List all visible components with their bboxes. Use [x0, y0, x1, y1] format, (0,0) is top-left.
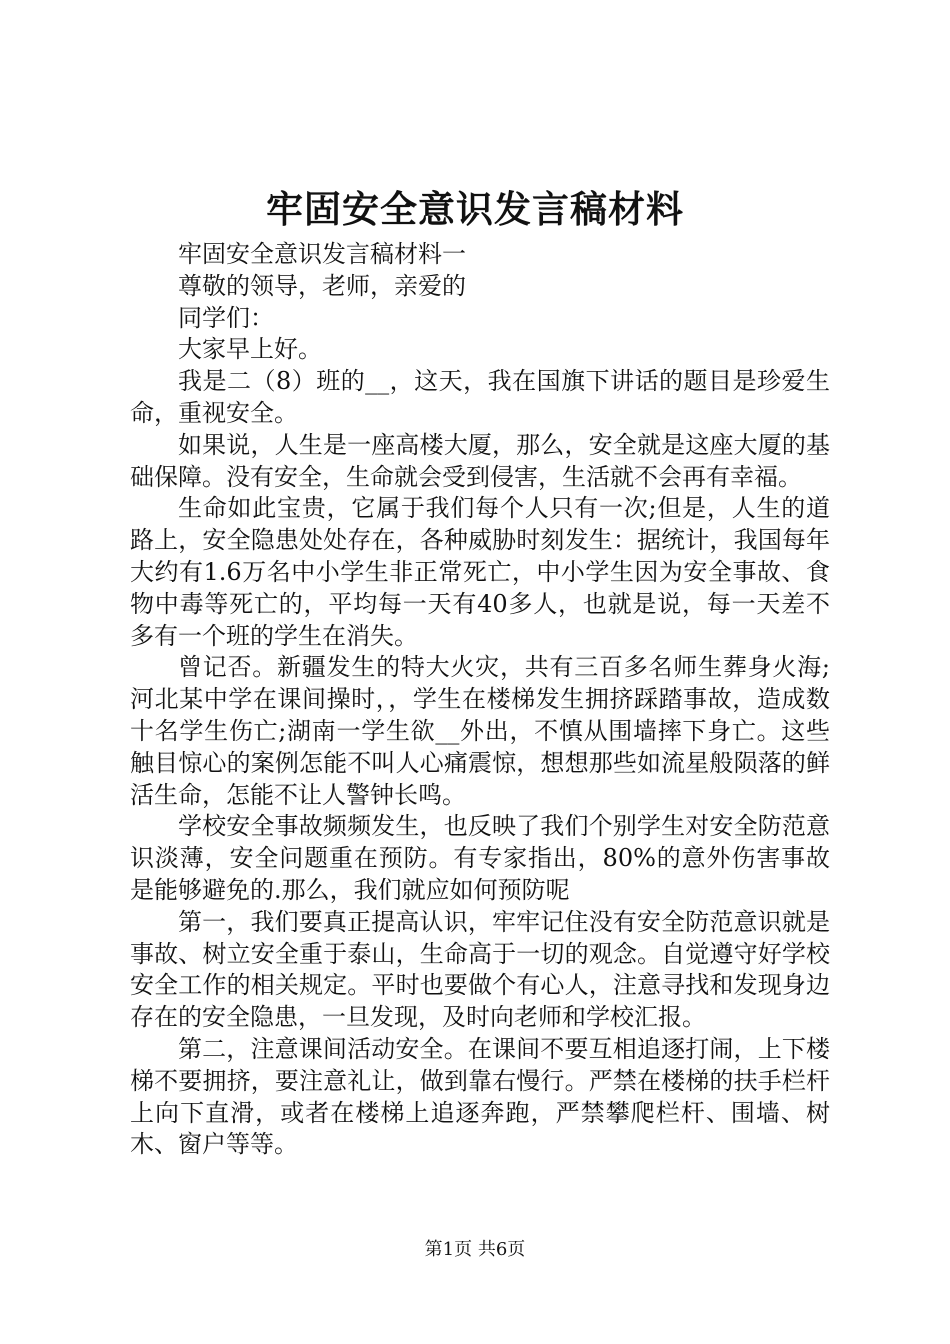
paragraph: 同学们：: [178, 303, 274, 332]
paragraph: 学校安全事故频频发生，也反映了我们个别学生对安全防范意识淡薄，安全问题重在预防。有专家指出，80%的意外伤害事故是能够避免的.那么，我们就应如何预防呢: [130, 812, 830, 904]
paragraph: 第二，注意课间活动安全。在课间不要互相追逐打闹，上下楼梯不要拥挤，要注意礼让，做到靠右慢行。严禁在楼梯的扶手栏杆上向下直滑，或者在楼梯上追逐奔跑，严禁攀爬栏杆、围墙、树木、窗户等等。: [130, 1034, 830, 1159]
paragraph: 第一，我们要真正提高认识，牢牢记住没有安全防范意识就是事故、树立安全重于泰山，生命高于一切的观念。自觉遵守好学校安全工作的相关规定。平时也要做个有心人，注意寻找和发现身边存在的安全隐患，一旦发现，及时向老师和学校汇报。: [130, 907, 830, 1032]
page-number-footer: 第1页 共6页: [424, 1239, 526, 1260]
paragraph: 牢固安全意识发言稿材料一: [178, 240, 466, 268]
document-title: 牢固安全意识发言稿材料: [266, 187, 684, 231]
paragraph: 曾记否。新疆发生的特大火灾，共有三百多名师生葬身火海;河北某中学在课间操时，，学生在楼梯发生拥挤踩踏事故，造成数十名学生伤亡;湖南一学生欲__外出，不慎从围墙摔下身亡。这些触目惊心的案例怎能不叫人心痛震惊，想想那些如流星般陨落的鲜活生命，怎能不让人警钟长鸣。: [130, 653, 830, 809]
paragraph: 大家早上好。: [178, 335, 322, 364]
paragraph: 如果说，人生是一座高楼大厦，那么，安全就是这座大厦的基础保障。没有安全，生命就会受到侵害，生活就不会再有幸福。: [130, 430, 830, 491]
paragraph: 生命如此宝贵，它属于我们每个人只有一次;但是，人生的道路上，安全隐患处处存在，各种威胁时刻发生：据统计，我国每年大约有1.6万名中小学生非正常死亡，中小学生因为安全事故、食物中毒等死亡的，平均每一天有40多人，也就是说，每一天差不多有一个班的学生在消失。: [130, 494, 830, 650]
paragraph: 尊敬的领导，老师，亲爱的: [178, 271, 466, 300]
document-body: [130, 239, 830, 1161]
paragraph: 我是二（8）班的__，这天，我在国旗下讲话的题目是珍爱生命，重视安全。: [130, 367, 830, 427]
